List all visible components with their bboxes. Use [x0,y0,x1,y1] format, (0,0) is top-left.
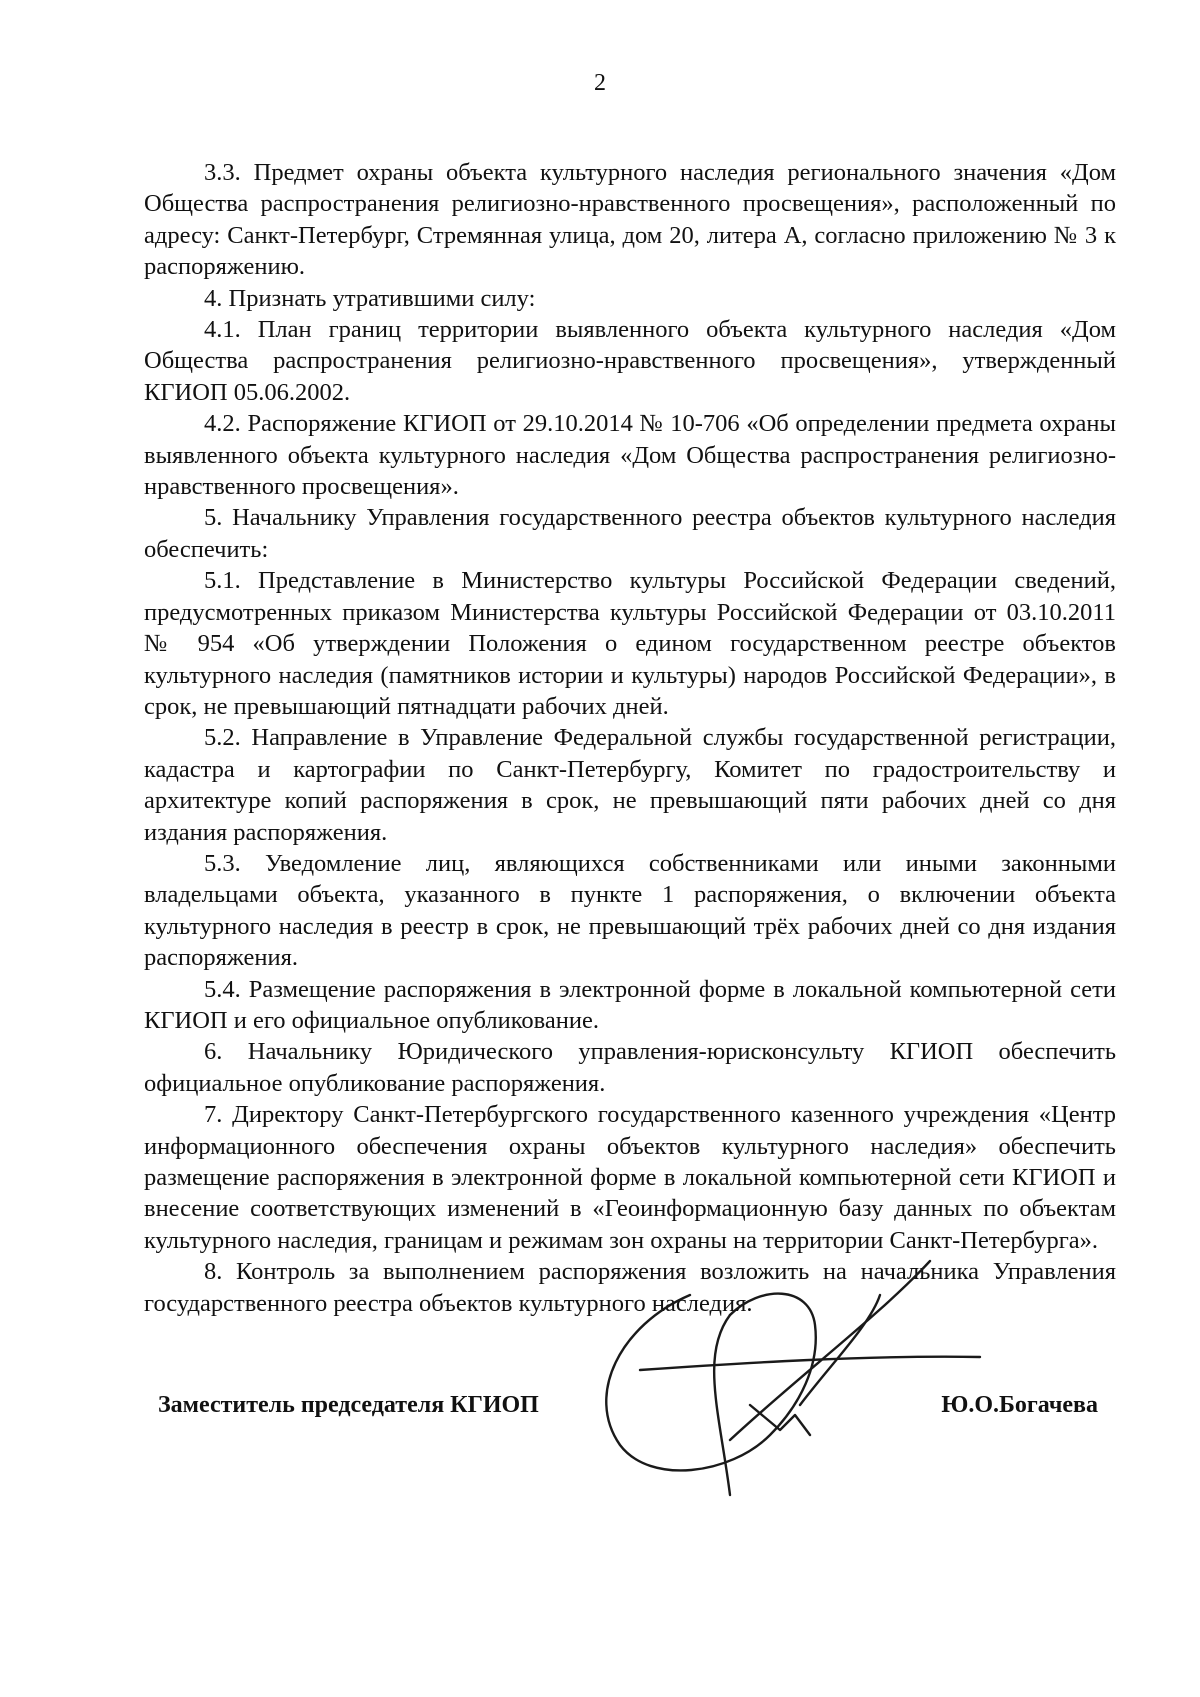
paragraph-5-1: 5.1. Представление в Министерство культуры Российской Федерации сведений, предусмотренных приказом Министерства культуры Российской Федерации от 03.10.2011 № 954 «Об утверждении Положения о едином государственном реестре объектов культурного наследия (памятников истории и культуры) народов Российской Федерации», в срок, не превышающий пятнадцати рабочих дней. [144,567,1116,720]
paragraph-7: 7. Директору Санкт-Петербургского государственного казенного учреждения «Центр информационного обеспечения охраны объектов культурного наследия» обеспечить размещение распоряжения в электронной форме в локальной компьютерной сети КГИОП и внесение соответствующих изменений в «Геоинформационную базу данных по объектам культурного наследия, границам и режимам зон охраны на территории Санкт-Петербурга». [144,1101,1116,1254]
signer-position: Заместитель председателя КГИОП [158,1392,539,1418]
paragraph-3-3: 3.3. Предмет охраны объекта культурного наследия регионального значения «Дом Общества распространения религиозно-нравственного просвещения», расположенный по адресу: Санкт-Петербург, Стремянная улица, дом 20, литера А, согласно приложению № 3 к распоряжению. [144,159,1116,281]
signer-name: Ю.О.Богачева [941,1392,1098,1418]
signature-block [158,1392,1098,1432]
paragraph-4-1: 4.1. План границ территории выявленного объекта культурного наследия «Дом Общества распространения религиозно-нравственного просвещения», утвержденный КГИОП 05.06.2002. [144,316,1116,406]
paragraph-5: 5. Начальнику Управления государственного реестра объектов культурного наследия обеспечить: [144,504,1116,563]
paragraph-5-3: 5.3. Уведомление лиц, являющихся собственниками или иными законными владельцами объекта, указанного в пункте 1 распоряжения, о включении объекта культурного наследия в реестр в срок, не превышающий трёх рабочих дней со дня издания распоряжения. [144,849,1116,972]
paragraph-5-4: 5.4. Размещение распоряжения в электронной форме в локальной компьютерной сети КГИОП и его официальное опубликование. [144,975,1116,1034]
paragraph-8: 8. Контроль за выполнением распоряжения возложить на начальника Управления государственного реестра объектов культурного наследия. [144,1258,1116,1317]
paragraph-5-2: 5.2. Направление в Управление Федеральной службы государственной регистрации, кадастра и картографии по Санкт-Петербургу, Комитет по градостроительству и архитектуре копий распоряжения в срок, не превышающий пяти рабочих дней со дня издания распоряжения. [144,724,1116,846]
handwritten-signature [580,1255,1000,1505]
paragraph-4-2: 4.2. Распоряжение КГИОП от 29.10.2014 № 10-706 «Об определении предмета охраны выявленного объекта культурного наследия «Дом Общества распространения религиозно-нравственного просвещения». [144,410,1116,501]
document-body [144,157,1116,1319]
page-number: 2 [594,70,606,96]
paragraph-6: 6. Начальнику Юридического управления-юрисконсульту КГИОП обеспечить официальное опубликование распоряжения. [144,1038,1116,1097]
paragraph-4: 4. Признать утратившими силу: [204,284,536,312]
